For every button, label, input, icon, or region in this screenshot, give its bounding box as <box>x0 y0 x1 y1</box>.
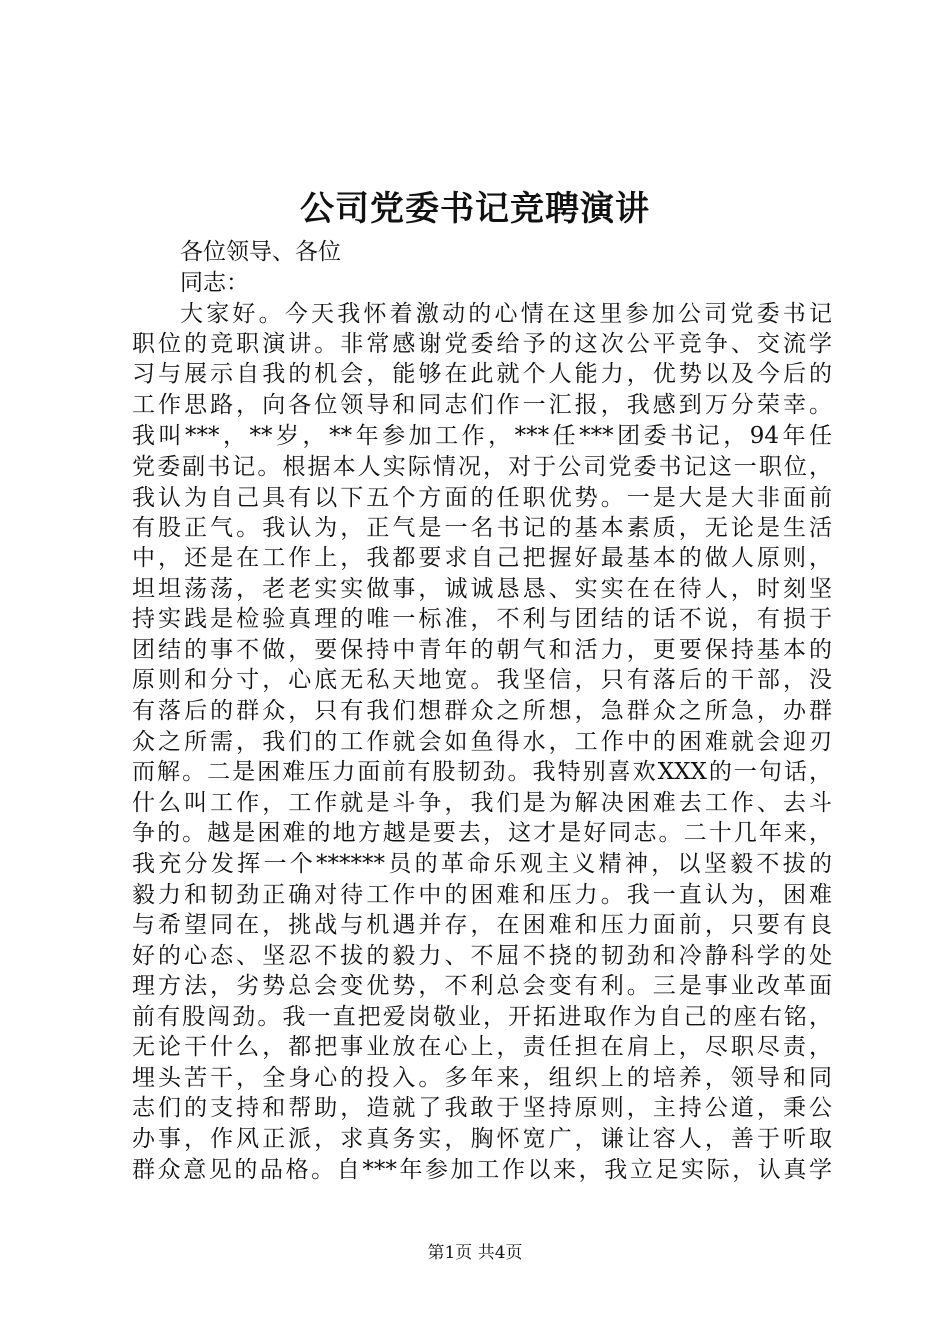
body-line: 众之所需，我们的工作就会如鱼得水，工作中的困难就会迎刃 <box>132 729 832 755</box>
body-line: 好的心态、坚忍不拔的毅力、不屈不挠的韧劲和冷静科学的处 <box>132 943 832 969</box>
body-line: 工作思路，向各位领导和同志们作一汇报，我感到万分荣幸。 <box>132 392 832 418</box>
body-line: 我叫***，**岁，**年参加工作，***任***团委书记，94年任 <box>132 423 832 449</box>
body-line: 前有股闯劲。我一直把爱岗敬业，开拓进取作为自己的座右铭， <box>132 1004 832 1030</box>
salutation-line-2: 同志： <box>180 270 249 296</box>
body-line: 持实践是检验真理的唯一标准，不利与团结的话不说，有损于 <box>132 606 832 632</box>
body-line: 原则和分寸，心底无私天地宽。我坚信，只有落后的干部，没 <box>132 667 832 693</box>
body-line: 而解。二是困难压力面前有股韧劲。我特别喜欢XXX的一句话， <box>132 759 832 785</box>
body-line: 职位的竞职演讲。非常感谢党委给予的这次公平竞争、交流学 <box>132 331 832 357</box>
body-line: 群众意见的品格。自***年参加工作以来，我立足实际，认真学 <box>132 1157 832 1183</box>
body-line: 大家好。今天我怀着激动的心情在这里参加公司党委书记 <box>180 301 832 327</box>
body-line: 有落后的群众，只有我们想群众之所想，急群众之所急，办群 <box>132 698 832 724</box>
body-line: 习与展示自我的机会，能够在此就个人能力，优势以及今后的 <box>132 361 832 387</box>
body-line: 我充分发挥一个******员的革命乐观主义精神，以坚毅不拔的 <box>132 851 832 877</box>
body-line: 有股正气。我认为，正气是一名书记的基本素质，无论是生活 <box>132 515 832 541</box>
body-line: 埋头苦干，全身心的投入。多年来，组织上的培养，领导和同 <box>132 1065 832 1091</box>
body-line: 无论干什么，都把事业放在心上，责任担在肩上，尽职尽责， <box>132 1034 832 1060</box>
body-line: 坦坦荡荡，老老实实做事，诚诚恳恳、实实在在待人，时刻坚 <box>132 576 832 602</box>
body-line: 志们的支持和帮助，造就了我敢于坚持原则，主持公道，秉公 <box>132 1095 832 1121</box>
body-line: 团结的事不做，要保持中青年的朝气和活力，更要保持基本的 <box>132 637 832 663</box>
page-number-footer: 第1页 共4页 <box>427 1243 523 1263</box>
body-line: 毅力和韧劲正确对待工作中的困难和压力。我一直认为，困难 <box>132 882 832 908</box>
body-line: 与希望同在，挑战与机遇并存，在困难和压力面前，只要有良 <box>132 912 832 938</box>
document-title: 公司党委书记竞聘演讲 <box>300 189 650 229</box>
salutation-line-1: 各位领导、各位 <box>180 239 341 265</box>
body-line: 党委副书记。根据本人实际情况，对于公司党委书记这一职位， <box>132 454 832 480</box>
body-line: 中，还是在工作上，我都要求自己把握好最基本的做人原则， <box>132 545 832 571</box>
body-line: 办事，作风正派，求真务实，胸怀宽广，谦让容人，善于听取 <box>132 1126 832 1152</box>
body-line: 争的。越是困难的地方越是要去，这才是好同志。二十几年来， <box>132 820 832 846</box>
body-line: 什么叫工作，工作就是斗争，我们是为解决困难去工作、去斗 <box>132 790 832 816</box>
body-line: 理方法，劣势总会变优势，不利总会变有利。三是事业改革面 <box>132 973 832 999</box>
body-line: 我认为自己具有以下五个方面的任职优势。一是大是大非面前 <box>132 485 832 511</box>
